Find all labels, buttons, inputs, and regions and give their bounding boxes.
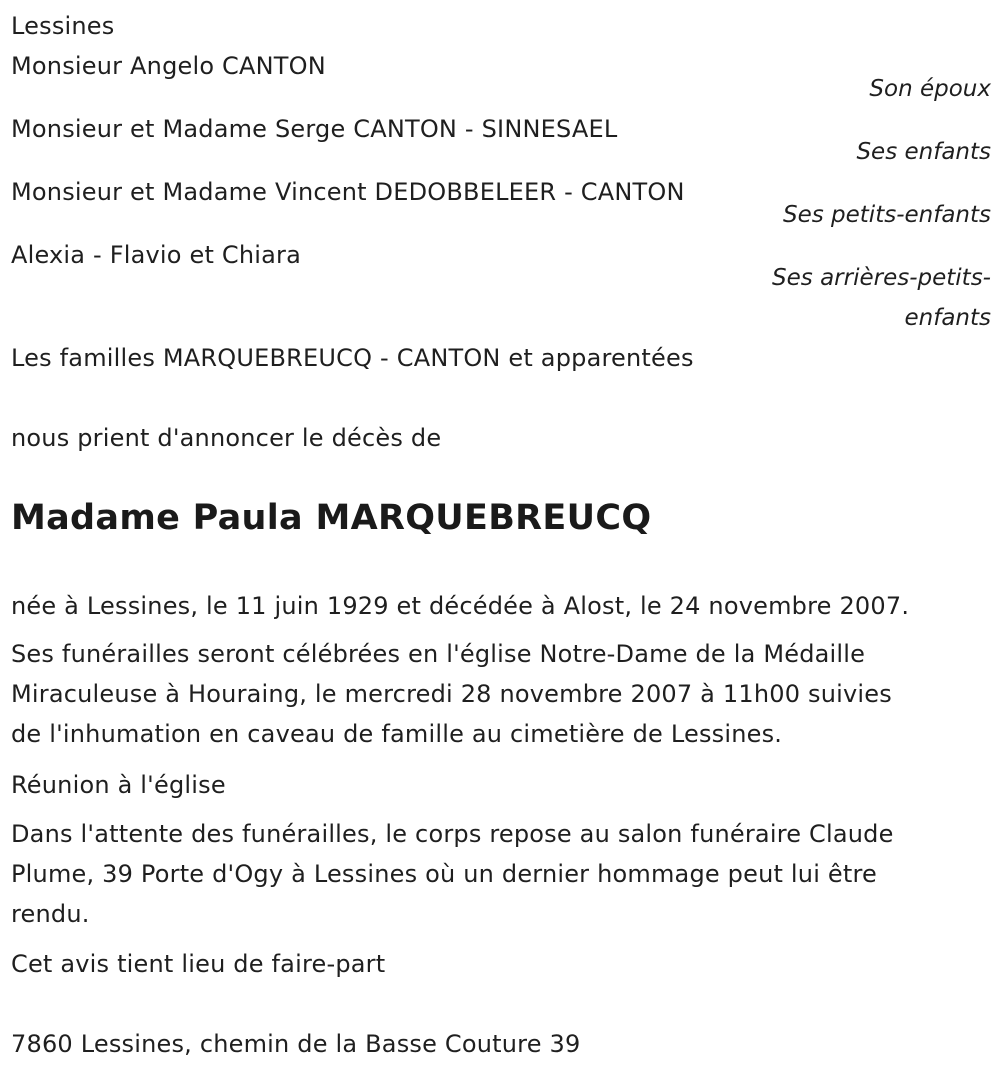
great-grandchildren-relation-line2: enfants xyxy=(904,305,991,331)
announcement-text: nous prient d'annoncer le décès de xyxy=(11,424,442,452)
meeting-text: Réunion à l'église xyxy=(11,771,226,799)
children-names: Monsieur et Madame Serge CANTON - SINNESAEL xyxy=(11,115,618,143)
funeral-text-line1: Ses funérailles seront célébrées en l'église Notre-Dame de la Médaille xyxy=(11,640,866,668)
great-grandchildren-names: Alexia - Flavio et Chiara xyxy=(11,241,302,269)
grandchildren-relation: Ses petits-enfants xyxy=(783,202,991,228)
birth-death-text: née à Lessines, le 11 juin 1929 et décédée à Alost, le 24 novembre 2007. xyxy=(11,592,910,620)
viewing-text-line1: Dans l'attente des funérailles, le corps repose au salon funéraire Claude xyxy=(11,820,894,848)
grandchildren-names: Monsieur et Madame Vincent DEDOBBELEER - CANTON xyxy=(11,178,685,206)
spouse-name: Monsieur Angelo CANTON xyxy=(11,52,326,80)
funeral-text-line2: Miraculeuse à Houraing, le mercredi 28 novembre 2007 à 11h00 suivies xyxy=(11,680,892,708)
extended-family: Les familles MARQUEBREUCQ - CANTON et apparentées xyxy=(11,344,694,372)
great-grandchildren-relation-line1: Ses arrières-petits- xyxy=(772,265,991,291)
spouse-relation: Son époux xyxy=(869,76,991,102)
notice-text: Cet avis tient lieu de faire-part xyxy=(11,950,386,978)
address-text: 7860 Lessines, chemin de la Basse Couture 39 xyxy=(11,1030,581,1058)
deceased-name: Madame Paula MARQUEBREUCQ xyxy=(11,498,652,538)
funeral-text-line3: de l'inhumation en caveau de famille au cimetière de Lessines. xyxy=(11,720,783,748)
children-relation: Ses enfants xyxy=(856,139,991,165)
viewing-text-line3: rendu. xyxy=(11,900,90,928)
viewing-text-line2: Plume, 39 Porte d'Ogy à Lessines où un dernier hommage peut lui être xyxy=(11,860,877,888)
location-heading: Lessines xyxy=(11,12,115,40)
